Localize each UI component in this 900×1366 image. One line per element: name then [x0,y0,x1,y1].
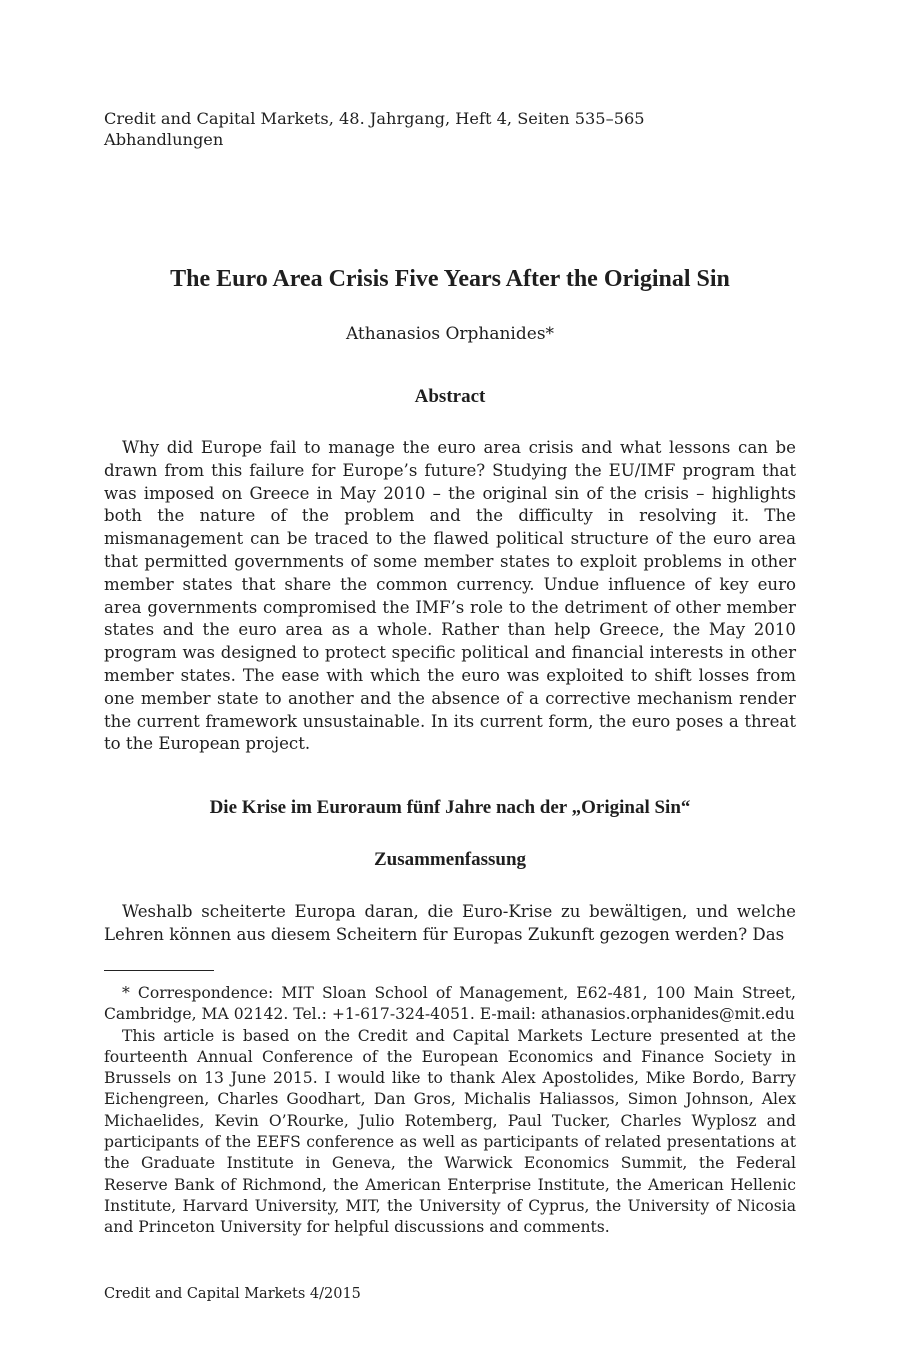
journal-citation: Credit and Capital Markets, 48. Jahrgang, Heft 4, Seiten 535–565 [104,109,645,128]
footnote-correspondence: * Correspondence: MIT Sloan School of Management, E62-481, 100 Main Street, Cambridge, MA 02142. Tel.: +1-617-324-4051. E-mail: athanasios.orphanides@mit.edu [104,984,796,1024]
zusammenfassung-body [104,901,796,947]
author-name: Athanasios Orphanides* [345,324,555,344]
running-header [104,108,804,150]
footnote-divider [104,970,214,971]
abstract-heading: Abstract [414,386,486,407]
section-label: Abhandlungen [104,130,224,149]
zusammenfassung-heading: Zusammenfassung [373,849,527,870]
footnote-acknowledgement: This article is based on the Credit and Capital Markets Lecture presented at the fourteenth Annual Conference of the European Economics and Finance Society in Brussels on 13 June 2015. I would like to thank Alex Apostolides, Mike Bordo, Barry Eichengreen, Charles Goodhart, Dan Gros, Michalis Haliassos, Simon Johnson, Alex Michaelides, Kevin O’Rourke, Julio Rotemberg, Paul Tucker, Charles Wyplosz and participants of the EEFS conference as well as participants of related presentations at the Graduate Institute in Geneva, the Warwick Economics Summit, the Federal Reserve Bank of Richmond, the American Enterprise Institute, the American Hellenic Institute, Harvard University, MIT, the University of Cyprus, the University of Nicosia and Princeton University for helpful discussions and comments. [104,1026,796,1237]
article-title: The Euro Area Crisis Five Years After the Original Sin [170,266,730,292]
german-title: Die Krise im Euroraum fünf Jahre nach der „Original Sin“ [209,797,691,818]
abstract-paragraph: Why did Europe fail to manage the euro area crisis and what lessons can be drawn from this failure for Europe’s future? Studying the EU/IMF program that was imposed on Greece in May 2010 – the original sin of the crisis – highlights both the nature of the problem and the difficulty in resolving it. The mismanagement can be traced to the flawed political structure of the euro area that permitted governments of some member states to exploit problems in other member states that share the common currency. Undue influence of key euro area governments compromised the IMF’s role to the detriment of other member states and the euro area as a whole. Rather than help Greece, the May 2010 program was designed to protect specific political and financial interests in other member states. The ease with which the euro was exploited to shift losses from one member state to another and the absence of a corrective mechanism render the current framework unsustainable. In its current form, the euro poses a threat to the European project. [104,438,796,754]
page-footer: Credit and Capital Markets 4/2015 [104,1286,361,1302]
zusammenfassung-paragraph: Weshalb scheiterte Europa daran, die Euro-Krise zu bewältigen, und welche Lehren können aus diesem Scheitern für Europas Zukunft gezogen werden? Das [104,902,796,944]
abstract-body [104,437,796,756]
footnotes [104,983,796,1239]
